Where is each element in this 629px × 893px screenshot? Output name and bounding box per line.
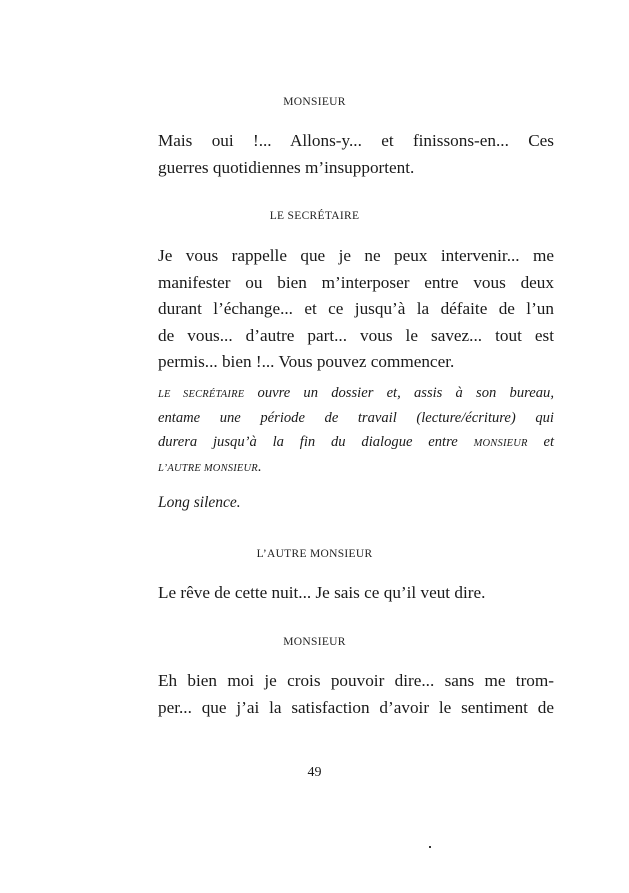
- speech-le-secretaire: [158, 243, 554, 376]
- stage-silence: Long silence.: [158, 494, 241, 511]
- speech-line: permis... bien !... Vous pouvez commencer.: [158, 352, 455, 371]
- stage-text: ouvre un dossier et, assis à son bureau,: [244, 385, 554, 401]
- speech-line: per... que j’ai la satisfaction d’avoir le sentiment de: [158, 697, 554, 717]
- stage-line: [158, 455, 554, 480]
- speaker-l-autre-monsieur: L’AUTRE MONSIEUR: [256, 548, 373, 560]
- character-name: L’AUTRE MONSIEUR: [158, 462, 258, 474]
- speech-l-autre-monsieur: [158, 580, 554, 607]
- speech-line: durant l’échange... et ce jusqu’à la défaite de l’un: [158, 299, 554, 318]
- speech-line: manifester ou bien m’interposer entre vous deux: [158, 272, 554, 292]
- stage-text: .: [257, 458, 262, 475]
- stage-line: entame une période de travail (lecture/écriture) qui: [158, 409, 554, 426]
- speech-line: Le rêve de cette nuit... Je sais ce qu’il veut dire.: [158, 583, 486, 602]
- speech-line: Eh bien moi je crois pouvoir dire... sans me trom-: [158, 671, 554, 690]
- speech-line: guerres quotidiennes m’insupportent.: [158, 157, 415, 177]
- stage-line: [158, 430, 554, 455]
- speaker-monsieur: MONSIEUR: [283, 96, 346, 108]
- speech-line: de vous... d’autre part... vous le savez... tout est: [158, 325, 554, 345]
- stage-text: et: [527, 434, 555, 450]
- character-name: MONSIEUR: [473, 438, 528, 449]
- page-number: 49: [307, 765, 322, 780]
- scan-speck: [429, 846, 431, 848]
- stage-line: [158, 381, 554, 406]
- speech-monsieur-2: [158, 668, 554, 721]
- speech-line: Mais oui !... Allons-y... et finissons-en... Ces: [158, 131, 554, 150]
- stage-text: durera jusqu’à la fin du dialogue entre: [158, 434, 474, 450]
- speaker-monsieur-2: MONSIEUR: [283, 636, 346, 648]
- speech-line: Je vous rappelle que je ne peux intervenir... me: [158, 246, 554, 265]
- character-name: LE SECRÉTAIRE: [158, 389, 245, 400]
- speaker-le-secretaire: LE SECRÉTAIRE: [269, 210, 360, 222]
- speech-monsieur-1: [158, 128, 554, 181]
- stage-direction: [158, 381, 554, 479]
